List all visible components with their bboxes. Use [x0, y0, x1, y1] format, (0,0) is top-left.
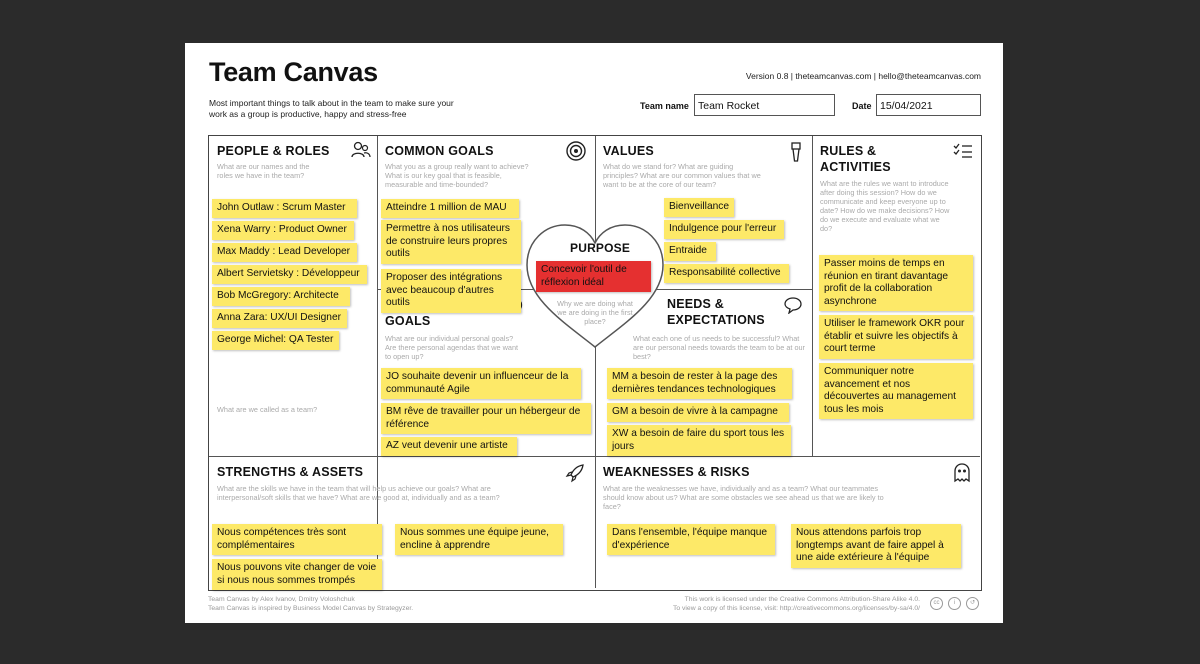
checklist-icon [953, 143, 973, 159]
rules-title-2: ACTIVITIES [820, 160, 891, 174]
date-field[interactable]: 15/04/2021 [876, 94, 981, 116]
people-note-5[interactable]: Bob McGregory: Architecte [212, 287, 350, 306]
footer-license-link: To view a copy of this license, visit: http://creativecommons.org/licenses/by-sa/4.0/ [672, 605, 920, 612]
personal-goals-hint: What are our individual personal goals? Are there personal agendas that we want to open up? [385, 334, 519, 361]
goal-note-1[interactable]: Atteindre 1 million de MAU [381, 199, 519, 218]
value-note-1[interactable]: Bienveillance [664, 198, 734, 217]
values-hint: What do we stand for? What are guiding principles? What are our common values that we want to be at the core of our team? [603, 162, 761, 189]
common-goals-hint: What you as a group really want to achieve? What is our key goal that is feasible, measurable and time-bounded? [385, 162, 529, 189]
strength-note-3[interactable]: Nous pouvons vite changer de voie si nous nous sommes trompés [212, 559, 382, 590]
weakness-note-1[interactable]: Dans l'ensemble, l'équipe manque d'expérience [607, 524, 775, 555]
strength-note-1[interactable]: Nous compétences très sont complémentaires [212, 524, 382, 555]
date-label: Date [852, 101, 872, 111]
people-icon [351, 141, 371, 159]
team-name-hint: What are we called as a team? [217, 405, 318, 414]
strengths-title: STRENGTHS & ASSETS [217, 465, 364, 479]
team-canvas-sheet [185, 43, 1003, 623]
sa-icon: ↺ [966, 597, 979, 610]
values-title: VALUES [603, 144, 654, 158]
needs-note-2[interactable]: GM a besoin de vivre à la campagne [607, 403, 789, 422]
purpose-hint: Why we are doing what we are doing in the first place? [557, 299, 633, 326]
value-note-3[interactable]: Entraide [664, 242, 716, 261]
value-note-2[interactable]: Indulgence pour l'erreur [664, 220, 784, 239]
by-icon: i [948, 597, 961, 610]
personal-goals-title: GOALS [385, 314, 431, 328]
needs-title-2: EXPECTATIONS [667, 313, 765, 327]
speech-bubble-icon [783, 296, 803, 314]
needs-note-3[interactable]: XW a besoin de faire du sport tous les jours [607, 425, 791, 456]
needs-title-1: NEEDS & [667, 297, 724, 311]
footer-credit: Team Canvas by Alex Ivanov, Dmitry Voloshchuk [208, 596, 355, 603]
people-roles-hint: What are our names and the roles we have in the team? [217, 162, 310, 180]
version-info: Version 0.8 | theteamcanvas.com | hello@theteamcanvas.com [745, 71, 981, 81]
rule-note-3[interactable]: Communiquer notre avancement et nos découvertes au management tous les mois [819, 363, 973, 419]
rules-title-1: RULES & [820, 144, 877, 158]
footer-license: This work is licensed under the Creative Commons Attribution-Share Alike 4.0. [684, 596, 920, 603]
strengths-hint: What are the skills we have in the team that will help us achieve our goals? What are interpersonal/soft skills that we have? What are we good at, individually and as a team? [217, 484, 500, 502]
people-note-6[interactable]: Anna Zara: UX/UI Designer [212, 309, 347, 328]
needs-note-1[interactable]: MM a besoin de rester à la page des dernières tendances technologiques [607, 368, 792, 399]
footer-inspiration: Team Canvas is inspired by Business Model Canvas by Strategyzer. [208, 605, 414, 612]
rules-hint: What are the rules we want to introduce after doing this session? How do we communicate and keep everyone up to date? How do we make decisions? How do we execute and evaluate what we do? [820, 179, 950, 233]
torch-icon [789, 141, 803, 163]
weaknesses-hint: What are the weaknesses we have, individually and as a team? What our teammates should know about us? What are some obstacles we see ahead us that we are likely to face? [603, 484, 884, 511]
rocket-icon [565, 463, 585, 483]
rule-note-1[interactable]: Passer moins de temps en réunion en tirant davantage profit de la collaboration asynchrone [819, 255, 973, 311]
people-note-2[interactable]: Xena Warry : Product Owner [212, 221, 354, 240]
team-name-field[interactable]: Team Rocket [694, 94, 835, 116]
weakness-note-2[interactable]: Nous attendons parfois trop longtemps avant de faire appel à une aide extérieure à l'équipe [791, 524, 961, 568]
common-goals-title: COMMON GOALS [385, 144, 494, 158]
value-note-4[interactable]: Responsabilité collective [664, 264, 789, 283]
people-note-4[interactable]: Albert Servietsky : Développeur [212, 265, 367, 284]
people-roles-title: PEOPLE & ROLES [217, 144, 330, 158]
rule-note-2[interactable]: Utiliser le framework OKR pour établir et suivre les objectifs à court terme [819, 315, 973, 359]
target-icon [566, 141, 586, 161]
personal-note-2[interactable]: BM rêve de travailler pour un hébergeur de référence [381, 403, 591, 434]
ghost-icon [953, 463, 971, 483]
personal-note-1[interactable]: JO souhaite devenir un influenceur de la communauté Agile [381, 368, 581, 399]
people-note-1[interactable]: John Outlaw : Scrum Master [212, 199, 357, 218]
purpose-title: PURPOSE [570, 241, 631, 255]
strength-note-2[interactable]: Nous sommes une équipe jeune, encline à apprendre [395, 524, 563, 555]
purpose-note[interactable]: Concevoir l'outil de réflexion idéal [536, 261, 651, 292]
weaknesses-title: WEAKNESSES & RISKS [603, 465, 750, 479]
page-subtitle: Most important things to talk about in the team to make sure your work as a group is productive, happy and stress-free [209, 98, 454, 119]
cc-icon: cc [930, 597, 943, 610]
people-note-3[interactable]: Max Maddy : Lead Developer [212, 243, 357, 262]
page-title: Team Canvas [209, 57, 378, 87]
personal-note-3[interactable]: AZ veut devenir une artiste [381, 437, 517, 456]
goal-note-2[interactable]: Permettre à nos utilisateurs de construire leurs propres outils [381, 220, 521, 264]
people-note-7[interactable]: George Michel: QA Tester [212, 331, 339, 350]
needs-hint: What each one of us needs to be successful? What are our personal needs towards the team to be at our best? [633, 334, 805, 361]
team-name-label: Team name [640, 101, 689, 111]
goal-note-3[interactable]: Proposer des intégrations avec beaucoup d'autres outils [381, 269, 521, 313]
